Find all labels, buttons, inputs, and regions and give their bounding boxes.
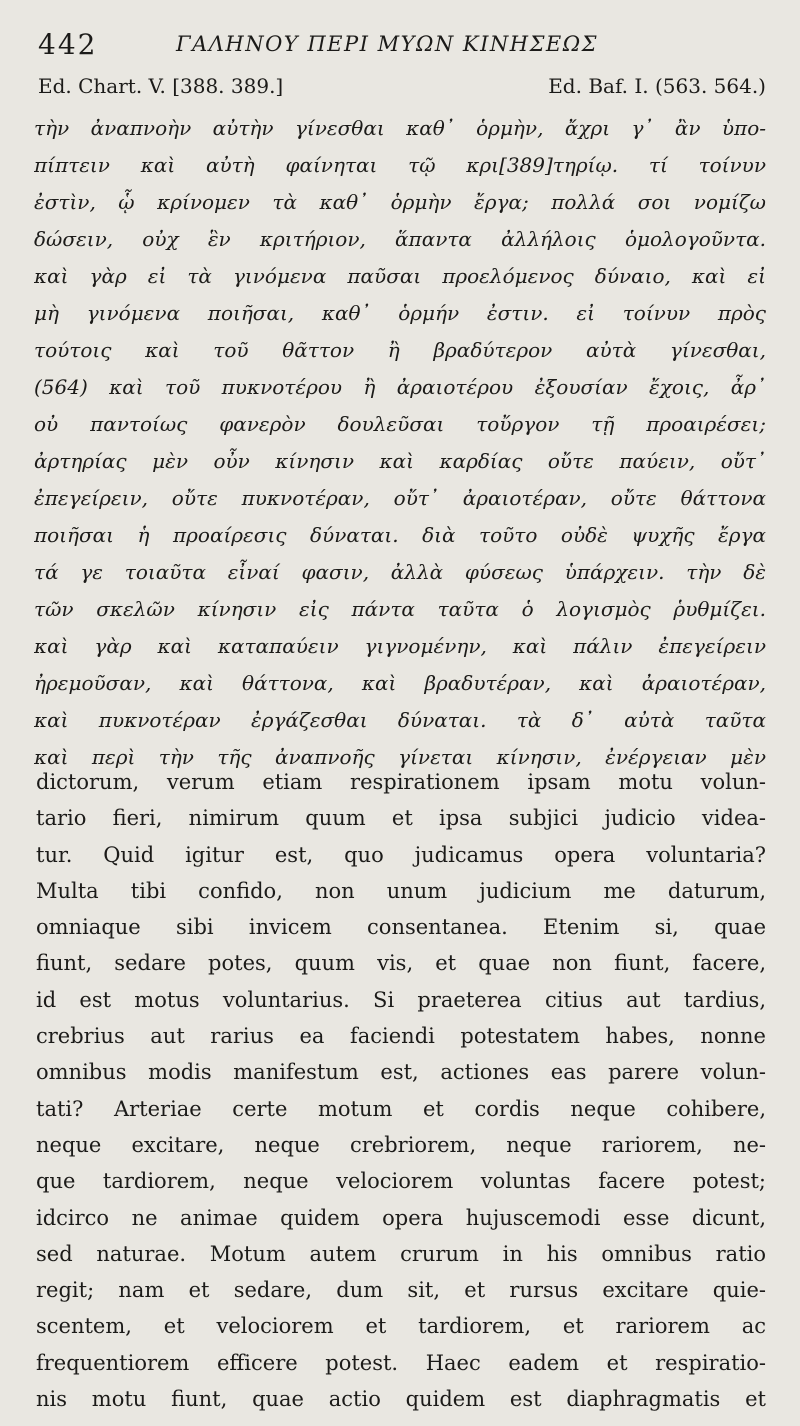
greek-text-line: τὴν ἀναπνοὴν αὐτὴν γίνεσθαι καθ᾽ ὁρμὴν, ἄχρι γ᾽ ἂν ὑπο- bbox=[34, 116, 766, 140]
latin-text-line: dictorum, verum etiam respirationem ipsam motu volun- bbox=[36, 770, 766, 794]
running-head bbox=[38, 26, 750, 64]
latin-translation-block bbox=[36, 764, 766, 1417]
greek-text-line: πίπτειν καὶ αὐτὴ φαίνηται τῷ κρι[389]τηρίῳ. τί τοίνυν bbox=[34, 153, 766, 177]
greek-text-line: δώσειν, οὐχ ἓν κριτήριον, ἅπαντα ἀλλήλοις ὁμολογοῦντα. bbox=[34, 227, 766, 251]
latin-text-line: Multa tibi confido, non unum judicium me daturum, bbox=[36, 878, 766, 903]
latin-text-line: scentem, et velociorem et tardiorem, et rariorem ac bbox=[36, 1314, 766, 1339]
page-number: 442 bbox=[38, 28, 98, 61]
greek-text-line: ἐπεγείρειν, οὔτε πυκνοτέραν, οὔτ᾽ ἀραιοτέραν, οὔτε θάττονα bbox=[34, 486, 766, 510]
greek-text-line: τῶν σκελῶν κίνησιν εἰς πάντα ταῦτα ὁ λογισμὸς ῥυθμίζει. bbox=[34, 597, 766, 621]
edition-reference-basel: Ed. Baf. I. (563. 564.) bbox=[548, 74, 766, 98]
greek-text-line: ποιῆσαι ἡ προαίρεσις δύναται. διὰ τοῦτο οὐδὲ ψυχῆς ἔργα bbox=[34, 523, 766, 547]
greek-text-line: τά γε τοιαῦτα εἶναί φασιν, ἀλλὰ φύσεως ὑπάρχειν. τὴν δὲ bbox=[34, 560, 766, 584]
latin-text-line: tur. Quid igitur est, quo judicamus opera voluntaria? bbox=[36, 842, 766, 867]
edition-reference-chartier: Ed. Chart. V. [388. 389.] bbox=[38, 74, 284, 98]
latin-text-line: regit; nam et sedare, dum sit, et rursus excitare quie- bbox=[36, 1278, 766, 1303]
greek-text-line: μὴ γινόμενα ποιῆσαι, καθ᾽ ὁρμήν ἐστιν. εἰ τοίνυν πρὸς bbox=[34, 301, 766, 325]
latin-text-line: id est motus voluntarius. Si praeterea citius aut tardius, bbox=[36, 987, 766, 1012]
latin-text-line: omniaque sibi invicem consentanea. Etenim si, quae bbox=[36, 915, 766, 940]
latin-text-line: neque excitare, neque crebriorem, neque rariorem, ne- bbox=[36, 1132, 766, 1157]
latin-text-line: idcirco ne animae quidem opera hujuscemodi esse dicunt, bbox=[36, 1205, 766, 1230]
greek-text-line: καὶ περὶ τὴν τῆς ἀναπνοῆς γίνεται κίνησιν, ἐνέργειαν μὲν bbox=[34, 745, 766, 769]
greek-text-line: ἐστὶν, ᾧ κρίνομεν τὰ καθ᾽ ὁρμὴν ἔργα; πολλά σοι νομίζω bbox=[34, 190, 766, 214]
latin-text-line: crebrius aut rarius ea faciendi potestatem habes, nonne bbox=[36, 1024, 766, 1049]
greek-text-block bbox=[34, 110, 766, 776]
edition-reference-line bbox=[38, 74, 766, 104]
greek-text-line: οὐ παντοίως φανερὸν δουλεῦσαι τοὔργον τῇ προαιρέσει; bbox=[34, 412, 766, 436]
latin-text-line: omnibus modis manifestum est, actiones eas parere volun- bbox=[36, 1060, 766, 1085]
greek-text-line: καὶ γὰρ εἰ τὰ γινόμενα παῦσαι προελόμενος δύναιο, καὶ εἰ bbox=[34, 264, 766, 288]
greek-text-line: καὶ γὰρ καὶ καταπαύειν γιγνομένην, καὶ πάλιν ἐπεγείρειν bbox=[34, 634, 766, 658]
latin-text-line: sed naturae. Motum autem crurum in his omnibus ratio bbox=[36, 1241, 766, 1266]
latin-text-line: fiunt, sedare potes, quum vis, et quae non fiunt, facere, bbox=[36, 951, 766, 976]
greek-text-line: (564) καὶ τοῦ πυκνοτέρου ἢ ἀραιοτέρου ἐξουσίαν ἔχοις, ἆρ᾽ bbox=[34, 375, 766, 399]
latin-text-line: tario fieri, nimirum quum et ipsa subjici judicio videa- bbox=[36, 806, 766, 831]
greek-text-line: ἠρεμοῦσαν, καὶ θάττονα, καὶ βραδυτέραν, καὶ ἀραιοτέραν, bbox=[34, 671, 766, 695]
greek-text-line: καὶ πυκνοτέραν ἐργάζεσθαι δύναται. τὰ δ᾽ αὐτὰ ταῦτα bbox=[34, 708, 766, 732]
latin-text-line: tati? Arteriae certe motum et cordis neque cohibere, bbox=[36, 1096, 766, 1121]
running-title: ΓΑΛΗΝΟΥ ΠΕΡΙ ΜΥΩΝ ΚΙΝΗΣΕΩΣ bbox=[176, 32, 599, 56]
latin-text-line: frequentiorem efficere potest. Haec eadem et respiratio- bbox=[36, 1350, 766, 1375]
greek-text-line: ἀρτηρίας μὲν οὖν κίνησιν καὶ καρδίας οὔτε παύειν, οὔτ᾽ bbox=[34, 449, 766, 473]
greek-text-line: τούτοις καὶ τοῦ θᾶττον ἢ βραδύτερον αὐτὰ γίνεσθαι, bbox=[34, 338, 766, 362]
latin-text-line: nis motu fiunt, quae actio quidem est diaphragmatis et bbox=[36, 1387, 766, 1412]
latin-text-line: que tardiorem, neque velociorem voluntas facere potest; bbox=[36, 1169, 766, 1194]
